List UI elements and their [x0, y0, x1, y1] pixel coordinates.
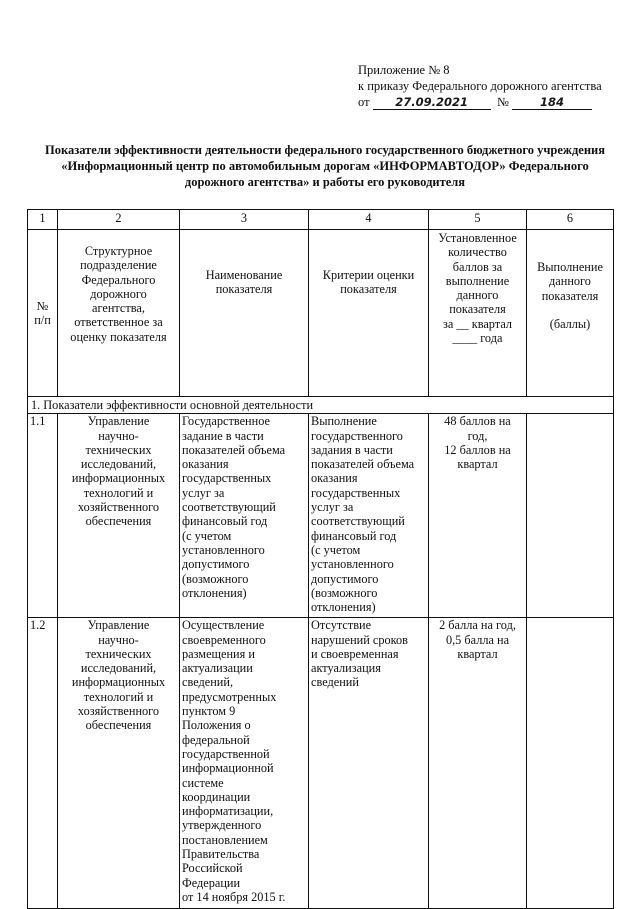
row-indicator: Государственное задание в части показателей объема оказания государственных услуг за соответствующий финансовый год (с учетом установленного допустимого (возможного отклонения)	[180, 414, 309, 618]
number-value: 184	[512, 96, 592, 110]
number-prefix: №	[496, 95, 509, 109]
row-performance	[527, 414, 614, 618]
header-department: Структурное подразделение Федерального дорожного агентства, ответственное за оценку показателя	[58, 230, 180, 397]
column-number: 3	[180, 210, 309, 230]
column-number: 5	[429, 210, 527, 230]
appendix-order: к приказу Федерального дорожного агентства	[358, 79, 602, 93]
section-row	[28, 397, 614, 414]
header-points: Установленное количество баллов за выполнение данного показателя за __ квартал ____ года	[429, 230, 527, 397]
row-points: 48 баллов на год, 12 баллов на квартал	[429, 414, 527, 618]
row-points: 2 балла на год, 0,5 балла на квартал	[429, 618, 527, 909]
column-number: 4	[309, 210, 429, 230]
column-number: 2	[58, 210, 180, 230]
document-title	[30, 142, 620, 190]
row-criteria: Отсутствие нарушений сроков и своевременная актуализация сведений	[309, 618, 429, 909]
date-value: 27.09.2021	[373, 96, 491, 110]
row-department: Управление научно- технических исследований, информационных технологий и хозяйственного обеспечения	[58, 618, 180, 909]
header-row	[28, 230, 614, 397]
appendix-title: Приложение № 8	[358, 63, 450, 77]
row-number: 1.1	[28, 414, 58, 618]
column-number: 1	[28, 210, 58, 230]
appendix-block	[358, 62, 628, 110]
header-number: № п/п	[28, 230, 58, 397]
appendix-date-line	[358, 94, 628, 110]
row-department: Управление научно- технических исследований, информационных технологий и хозяйственного обеспечения	[58, 414, 180, 618]
header-performance: Выполнение данного показателя (баллы)	[527, 230, 614, 397]
row-number: 1.2	[28, 618, 58, 909]
title-line-3: дорожного агентства» и работы его руководителя	[184, 175, 466, 189]
column-number: 6	[527, 210, 614, 230]
header-criteria: Критерии оценки показателя	[309, 230, 429, 397]
header-indicator: Наименование показателя	[180, 230, 309, 397]
section-title: 1. Показатели эффективности основной деятельности	[28, 397, 614, 414]
table-row	[28, 618, 614, 909]
row-performance	[527, 618, 614, 909]
row-indicator: Осуществление своевременного размещения и актуализации сведений, предусмотренных пунктом 9 Положения о федеральной государственной информационной системе координации информатизации, утвержденного постановлением Правительства Российской Федерации от 14 ноября 2015 г.	[180, 618, 309, 909]
indicators-table	[27, 209, 614, 909]
table-row	[28, 414, 614, 618]
title-line-1: Показатели эффективности деятельности федерального государственного бюджетного учреждения	[44, 143, 606, 157]
row-criteria: Выполнение государственного задания в части показателей объема оказания государственных услуг за соответствующий финансовый год (с учетом установленного допустимого (возможного отклонения)	[309, 414, 429, 618]
column-numbers-row	[28, 210, 614, 230]
date-prefix: от	[358, 95, 370, 109]
title-line-2: «Информационный центр по автомобильным дорогам «ИНФОРМАВТОДОР» Федерального	[61, 159, 589, 173]
